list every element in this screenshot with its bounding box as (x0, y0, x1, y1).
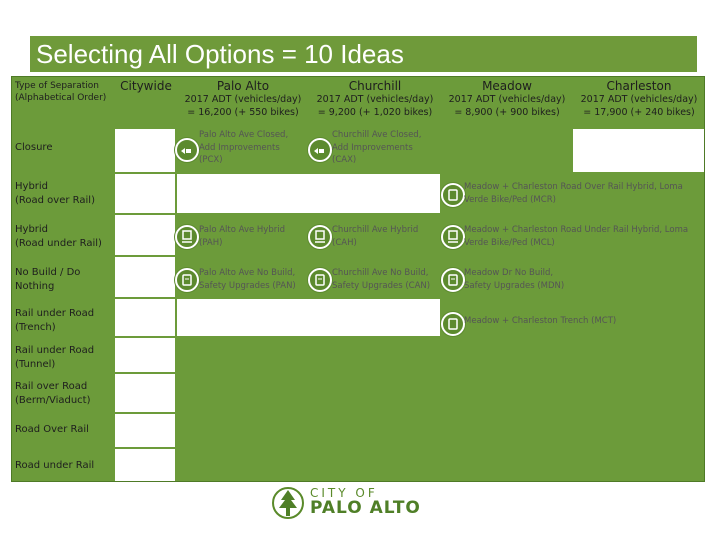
tunnel-line-2: (Tunnel) (15, 359, 56, 370)
type-label: Type of Separation (15, 81, 100, 91)
cell-charleston-closure (573, 129, 704, 172)
options-matrix (11, 76, 705, 482)
churchill-label: Churchill (348, 79, 402, 93)
row-label-road-under-rail (15, 459, 94, 473)
pcx-line-2: Add Improvements (199, 142, 280, 153)
no-build-icon (175, 268, 199, 292)
no-build-line-1: No Build / Do (15, 267, 81, 278)
hybrid-over-line-2: (Road over Rail) (15, 195, 95, 206)
type-of-separation-header (15, 80, 106, 104)
berm-line-2: (Berm/Viaduct) (15, 395, 91, 406)
churchill-header (309, 77, 441, 127)
option-pan[interactable] (199, 267, 296, 292)
mct-label: Meadow + Charleston Trench (MCT) (464, 316, 617, 326)
cax-line-2: Add Improvements (332, 142, 413, 153)
row-label-no-build (15, 266, 80, 294)
option-mct[interactable] (464, 315, 616, 328)
cax-line-3: (CAX) (332, 155, 357, 165)
cell-citywide-closure (115, 129, 175, 172)
palo-alto-volume: = 16,200 (+ 550 bikes) (187, 107, 299, 118)
pah-line-1: Palo Alto Ave Hybrid (199, 225, 285, 235)
pan-line-2: Safety Upgrades (PAN) (199, 280, 296, 291)
row-label-berm (15, 380, 91, 408)
pcx-line-1: Palo Alto Ave Closed, (199, 130, 289, 140)
citywide-label: Citywide (120, 79, 172, 93)
cell-trench-blank (177, 299, 440, 336)
mdn-line-2: Safety Upgrades (MDN) (464, 280, 565, 291)
mcl-line-1: Meadow + Charleston Road Under Rail Hybrid, Loma (464, 225, 689, 235)
option-can[interactable] (332, 267, 430, 292)
mcl-line-2: Verde Bike/Ped (MCL) (464, 237, 555, 248)
cell-citywide-tunnel (115, 338, 175, 372)
meadow-adt: 2017 ADT (vehicles/day) (448, 94, 566, 105)
option-mcl[interactable] (464, 224, 688, 249)
tunnel-line-1: Rail under Road (15, 345, 95, 356)
can-line-1: Churchill Ave No Build, (332, 268, 429, 278)
tree-icon (272, 484, 304, 522)
pan-line-1: Palo Alto Ave No Build, (199, 268, 296, 278)
no-build-icon (441, 268, 465, 292)
charleston-label: Charleston (606, 79, 672, 93)
meadow-header (441, 77, 573, 127)
type-sub-label: (Alphabetical Order) (15, 93, 107, 103)
row-label-closure (15, 141, 52, 155)
churchill-volume: = 9,200 (+ 1,020 bikes) (317, 107, 433, 118)
can-line-2: Safety Upgrades (CAN) (332, 280, 431, 291)
hybrid-under-icon (441, 225, 465, 249)
option-cah[interactable] (332, 224, 418, 249)
road-under-rail-label: Road under Rail (15, 460, 95, 471)
palo-alto-label: Palo Alto (216, 79, 270, 93)
hybrid-under-icon (175, 225, 199, 249)
mcr-line-1: Meadow + Charleston Road Over Rail Hybrid, Loma (464, 182, 683, 192)
cell-citywide-hybrid-under (115, 215, 175, 255)
closure-icon (175, 138, 199, 162)
cell-citywide-trench (115, 299, 175, 336)
cell-citywide-hybrid-over (115, 174, 175, 213)
cell-citywide-road-under (115, 449, 175, 481)
closure-label: Closure (15, 142, 53, 153)
citywide-header (115, 77, 177, 127)
charleston-header (573, 77, 705, 127)
palo-alto-header (177, 77, 309, 127)
pcx-line-3: (PCX) (199, 155, 223, 165)
pah-line-2: (PAH) (199, 237, 223, 248)
road-over-rail-label: Road Over Rail (15, 424, 89, 435)
logo-name: PALO ALTO (310, 498, 421, 518)
palo-alto-adt: 2017 ADT (vehicles/day) (184, 94, 302, 105)
trench-line-1: Rail under Road (15, 308, 95, 319)
trench-icon (441, 312, 465, 336)
slide-title: Selecting All Options = 10 Ideas (30, 36, 697, 72)
cell-citywide-road-over (115, 414, 175, 447)
cell-hybrid-over-blank (177, 174, 440, 213)
mdn-line-1: Meadow Dr No Build, (464, 268, 554, 278)
row-label-road-over-rail (15, 423, 89, 437)
hybrid-over-line-1: Hybrid (15, 181, 49, 192)
berm-line-1: Rail over Road (15, 381, 88, 392)
no-build-icon (308, 268, 332, 292)
hybrid-under-line-2: (Road under Rail) (15, 238, 102, 249)
city-of-palo-alto-logo (272, 484, 442, 524)
hybrid-under-icon (308, 225, 332, 249)
mcr-line-2: Verde Bike/Ped (MCR) (464, 194, 556, 205)
cell-citywide-berm (115, 374, 175, 412)
cah-line-2: (CAH) (332, 237, 357, 248)
trench-line-2: (Trench) (15, 322, 56, 333)
row-label-hybrid-over (15, 180, 95, 208)
cell-citywide-no-build (115, 257, 175, 297)
charleston-volume: = 17,900 (+ 240 bikes) (583, 107, 695, 118)
option-cax[interactable] (332, 129, 421, 167)
row-label-tunnel (15, 344, 94, 372)
option-mcr[interactable] (464, 181, 683, 206)
no-build-line-2: Nothing (15, 281, 55, 292)
hybrid-under-line-1: Hybrid (15, 224, 49, 235)
option-mdn[interactable] (464, 267, 564, 292)
churchill-adt: 2017 ADT (vehicles/day) (316, 94, 434, 105)
cah-line-1: Churchill Ave Hybrid (332, 225, 419, 235)
cax-line-1: Churchill Ave Closed, (332, 130, 422, 140)
charleston-adt: 2017 ADT (vehicles/day) (580, 94, 698, 105)
hybrid-over-icon (441, 183, 465, 207)
closure-icon (308, 138, 332, 162)
meadow-label: Meadow (482, 79, 532, 93)
meadow-volume: = 8,900 (+ 900 bikes) (454, 107, 560, 118)
option-pah[interactable] (199, 224, 285, 249)
row-label-trench (15, 307, 94, 335)
logo-city-of: CITY OF (310, 486, 378, 500)
row-label-hybrid-under (15, 223, 102, 251)
option-pcx[interactable] (199, 129, 288, 167)
